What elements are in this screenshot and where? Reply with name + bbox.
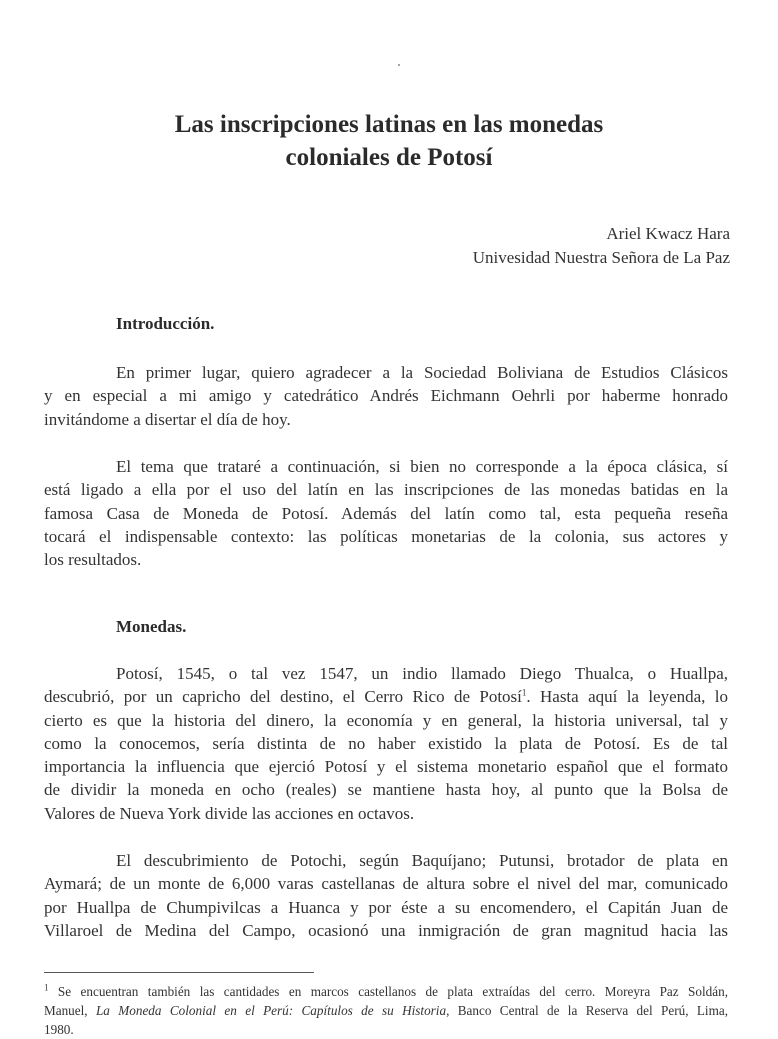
paragraph-text: . Hasta aquí la leyenda, lo — [526, 687, 729, 707]
paragraph-line: por Huallpa de Chumpivilcas a Huanca y por éste a su encomendero, el Capitán Juan de — [44, 897, 728, 917]
paragraph-line: Potosí, 1545, o tal vez 1547, un indio llamado Diego Thualca, o Huallpa, — [116, 664, 728, 683]
paragraph-2 — [44, 455, 728, 571]
author-block — [473, 222, 730, 270]
footnote-book-title: La Moneda Colonial en el Perú: Capítulos de su Historia — [95, 1003, 447, 1018]
paragraph-line: está ligado a ella por el uso del latín en las inscripciones de las monedas batidas en la — [44, 480, 728, 500]
paragraph-line: de dividir la moneda en ocho (reales) se mantiene hasta hoy, al punto que la Bolsa de — [44, 780, 728, 800]
paragraph-line: En primer lugar, quiero agradecer a la Sociedad Boliviana de Estudios Clásicos — [116, 363, 728, 382]
footnote-divider — [44, 972, 314, 973]
paragraph-line: y en especial a mi amigo y catedrático Andrés Eichmann Oehrli por haberme honrado — [44, 386, 728, 406]
footnote-text: Manuel, — [44, 1003, 96, 1018]
scan-speck — [398, 64, 400, 66]
footnote-line — [44, 1001, 728, 1020]
paragraph-line: El descubrimiento de Potochi, según Baquíjano; Putunsi, brotador de plata en — [116, 851, 728, 870]
footnote-ref: 1 — [521, 687, 527, 698]
author-affiliation: Univesidad Nuestra Señora de La Paz — [472, 248, 730, 267]
section-heading-introduccion: Introducción. — [116, 314, 215, 333]
paragraph-line: los resultados. — [44, 550, 142, 570]
footnote-line: 1980. — [44, 1022, 74, 1037]
paragraph-line: tocará el indispensable contexto: las políticas monetarias de la colonia, sus actores y — [44, 526, 728, 546]
footnote — [44, 982, 728, 1039]
paragraph-line: importancia la influencia que ejerció Potosí y el sistema monetario español que el formato — [44, 757, 728, 777]
paragraph-line: Aymará; de un monte de 6,000 varas castellanas de altura sobre el nivel del mar, comunicado — [44, 874, 728, 894]
paragraph-line — [44, 685, 728, 708]
paragraph-1 — [44, 361, 728, 431]
paragraph-line: como la conocemos, sería distinta de no haber existido la plata de Potosí. Es de tal — [44, 733, 728, 753]
paragraph-4 — [44, 849, 728, 942]
author-name: Ariel Kwacz Hara — [606, 224, 730, 243]
section-heading-monedas: Monedas. — [116, 617, 187, 636]
footnote-marker: 1 — [44, 982, 49, 993]
footnote-text: Se encuentran también las cantidades en marcos castellanos de plata extraídas del cerro. Moreyra Paz Soldán, — [48, 984, 728, 999]
paper-title — [0, 108, 778, 174]
paragraph-line: Villaroel de Medina del Campo, ocasionó una inmigración de gran magnitud hacia las — [44, 920, 728, 940]
footnote-text: , Banco Central de la Reserva del Perú, Lima, — [446, 1003, 728, 1018]
paragraph-line: famosa Casa de Moneda de Potosí. Además del latín como tal, esta pequeña reseña — [44, 503, 728, 523]
paragraph-line: Valores de Nueva York divide las acciones en octavos. — [44, 803, 415, 823]
paragraph-3 — [44, 662, 728, 825]
paragraph-line: El tema que trataré a continuación, si bien no corresponde a la época clásica, sí — [116, 457, 728, 476]
paragraph-text: descubrió, por un capricho del destino, el Cerro Rico de Potosí — [44, 687, 522, 707]
paragraph-line: cierto es que la historia del dinero, la economía y en general, la historia universal, tal y — [44, 710, 728, 730]
paragraph-line: invitándome a disertar el día de hoy. — [44, 409, 291, 429]
title-line-1: Las inscripciones latinas en las monedas — [174, 111, 604, 138]
footnote-line — [44, 982, 728, 1001]
title-line-2: coloniales de Potosí — [285, 144, 493, 171]
